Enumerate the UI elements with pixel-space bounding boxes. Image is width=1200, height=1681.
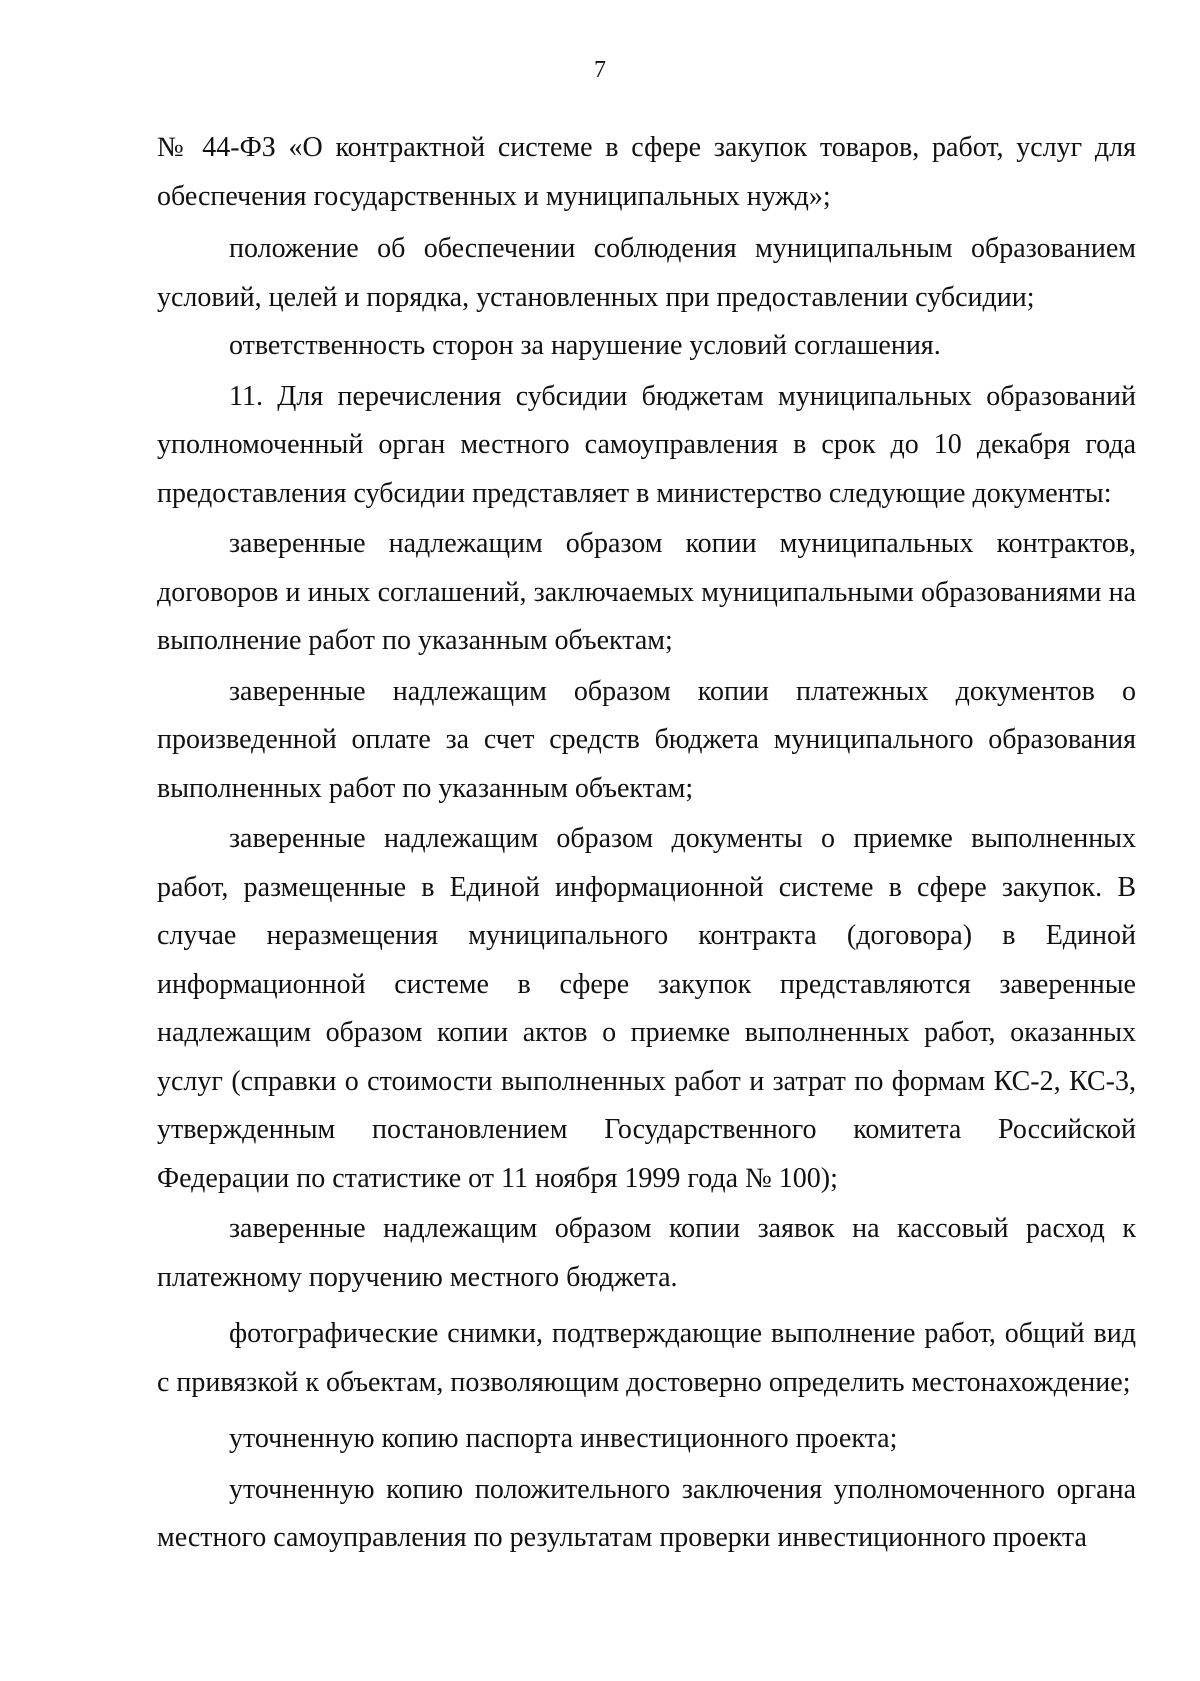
paragraph-project-passport: уточненную копию паспорта инвестиционного проекта; <box>229 1423 898 1454</box>
paragraph-payment-documents: заверенные надлежащим образом копии платежных документов о произведенной оплате за счет средств бюджета муниципального образования выполненных работ по указанным объектам; <box>157 675 1136 804</box>
paragraph-item-11: 11. Для перечисления субсидии бюджетам муниципальных образований уполномоченный орган местного самоуправления в срок до 10 декабря года предоставления субсидии представляет в министерство следующие документы: <box>157 380 1136 509</box>
paragraph-acceptance-documents: заверенные надлежащим образом документы о приемке выполненных работ, размещенные в Единой информационной системе в сфере закупок. В случае неразмещения муниципального контракта (договора) в Единой информационной системе в сфере закупок представляются заверенные надлежащим образом копии актов о приемке выполненных работ, оказанных услуг (справки о стоимости выполненных работ и затрат по формам КС-2, КС-3, утвержденным постановлением Государственного комитета Российской Федерации по статистике от 11 ноября 1999 года № 100); <box>157 823 1136 1194</box>
document-body <box>157 124 1136 1563</box>
paragraph-photographs: фотографические снимки, подтверждающие выполнение работ, общий вид с привязкой к объектам, позволяющим достоверно определить местонахождение; <box>157 1318 1136 1398</box>
page-number: 7 <box>594 57 606 83</box>
paragraph-positive-conclusion: уточненную копию положительного заключения уполномоченного органа местного самоуправления по результатам проверки инвестиционного проекта <box>157 1473 1136 1553</box>
paragraph-contract-copies: заверенные надлежащим образом копии муниципальных контрактов, договоров и иных соглашений, заключаемых муниципальными образованиями на выполнение работ по указанным объектам; <box>157 528 1136 656</box>
paragraph-responsibility: ответственность сторон за нарушение условий соглашения. <box>229 330 941 361</box>
paragraph-cash-requests: заверенные надлежащим образом копии заявок на кассовый расход к платежному поручению местного бюджета. <box>157 1213 1136 1293</box>
paragraph-law-reference: № 44-ФЗ «О контрактной системе в сфере закупок товаров, работ, услуг для обеспечения государственных и муниципальных нужд»; <box>157 132 1136 212</box>
paragraph-compliance-provision: положение об обеспечении соблюдения муниципальным образованием условий, целей и порядка, установленных при предоставлении субсидии; <box>157 233 1136 313</box>
